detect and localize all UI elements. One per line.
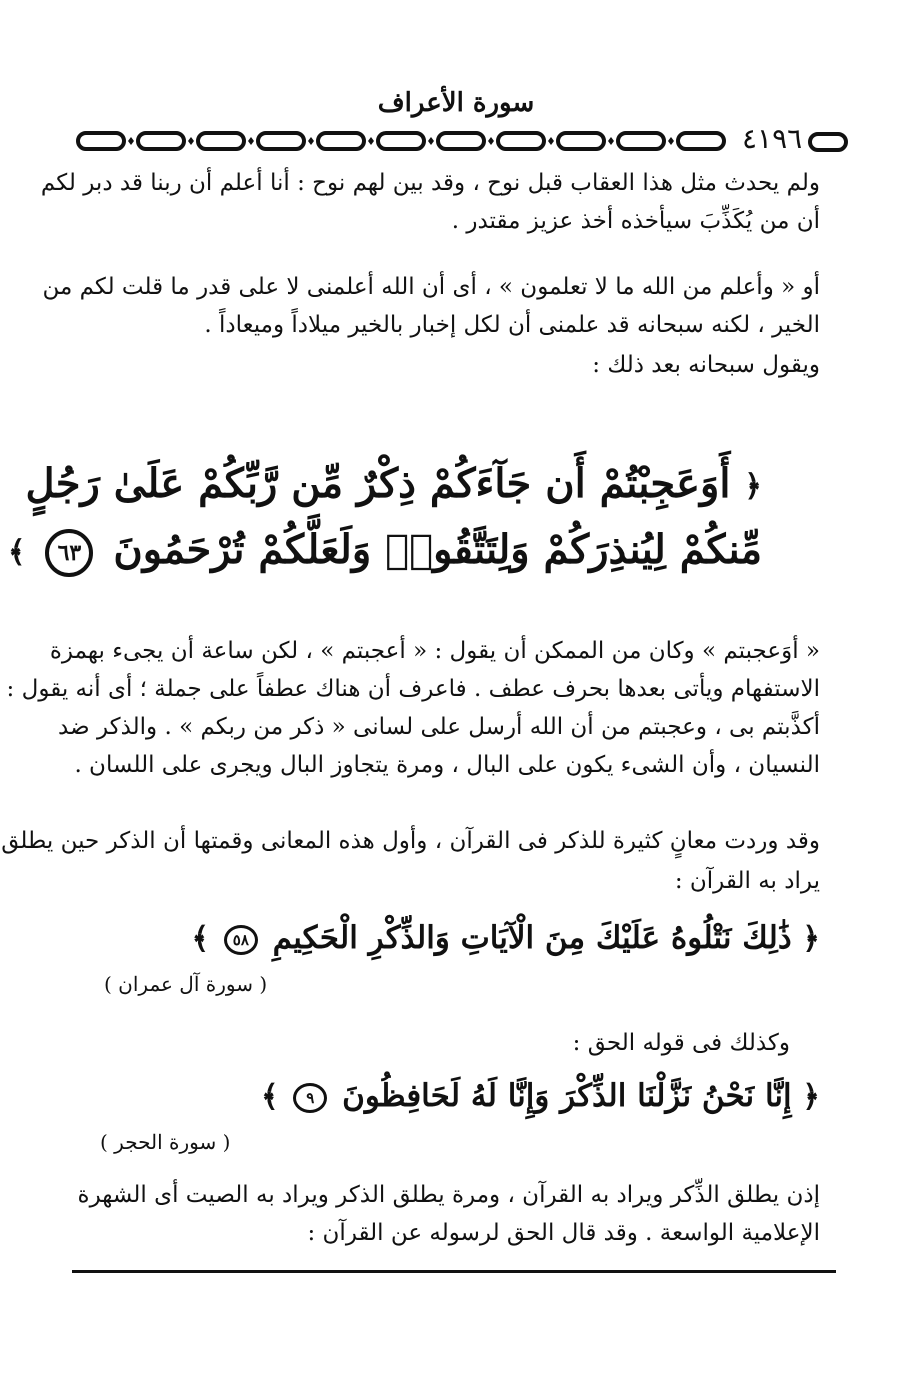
verse-text: ذَٰلِكَ نَتْلُوهُ عَلَيْكَ مِنَ الْآيَاتِ وَالذِّكْرِ الْحَكِيمِ bbox=[272, 920, 792, 956]
page-number: ٤١٩٦ bbox=[742, 122, 803, 155]
paragraph-line: ولم يحدث مثل هذا العقاب قبل نوح ، وقد بين لهم نوح : أنا أعلم أن ربنا قد دبر لكم bbox=[40, 170, 820, 196]
verse-source-citation: ( سورة آل عمران ) bbox=[104, 972, 268, 996]
paragraph-line: وكذلك فى قوله الحق : bbox=[572, 1030, 790, 1056]
ayah-number-marker: ٩ bbox=[293, 1083, 327, 1113]
paragraph-line: « أوَعجبتم » وكان من الممكن أن يقول : « أعجبتم » ، لكن ساعة أن يجىء بهمزة bbox=[49, 638, 820, 664]
verse-bracket-open: ﴿ bbox=[744, 469, 762, 504]
quran-verse-line bbox=[261, 1076, 820, 1118]
verse-text: أَوَعَجِبْتُمْ أَن جَآءَكُمْ ذِكْرٌ مِّن رَّبِّكُمْ عَلَىٰ رَجُلٍ bbox=[25, 460, 731, 507]
verse-bracket-close: ﴾ bbox=[191, 921, 210, 957]
footer-divider bbox=[72, 1270, 836, 1273]
ayah-number-marker: ٥٨ bbox=[224, 925, 258, 955]
paragraph-line: أن من يُكَذِّبَ سيأخذه أخذ عزيز مقتدر . bbox=[451, 208, 820, 234]
paragraph-line: إذن يطلق الذِّكر ويراد به القرآن ، ومرة يطلق الذكر ويراد به الصيت أى الشهرة bbox=[77, 1182, 820, 1208]
ornament-end-cap bbox=[808, 132, 848, 152]
paragraph-line: الإعلامية الواسعة . وقد قال الحق لرسوله عن القرآن : bbox=[307, 1220, 820, 1246]
verse-source-citation: ( سورة الحجر ) bbox=[100, 1130, 231, 1154]
paragraph-line: ويقول سبحانه بعد ذلك : bbox=[592, 352, 820, 378]
chain-ornament-border bbox=[76, 128, 736, 154]
paragraph-line: يراد به القرآن : bbox=[674, 868, 820, 894]
quran-verse-line bbox=[191, 918, 820, 960]
paragraph-line: أو « وأعلم من الله ما لا تعلمون » ، أى أن الله أعلمنى لا على قدر ما قلت لكم من bbox=[42, 274, 820, 300]
verse-bracket-open: ﴿ bbox=[802, 921, 820, 957]
verse-text: مِّنكُمْ لِيُنذِرَكُمْ وَلِتَتَّقُوا۟ وَلَعَلَّكُمْ تُرْحَمُونَ bbox=[113, 526, 762, 573]
paragraph-line: الخير ، لكنه سبحانه قد علمنى أن لكل إخبار بالخير ميلاداً وميعاداً . bbox=[204, 312, 820, 338]
verse-text: إِنَّا نَحْنُ نَزَّلْنَا الذِّكْرَ وَإِنَّا لَهُ لَحَافِظُونَ bbox=[342, 1078, 792, 1114]
paragraph-line: أكذَّبتم بى ، وعجبتم من أن الله أرسل على لسانى « ذكر من ربكم » . والذكر ضد bbox=[58, 714, 820, 740]
surah-title: سورة الأعراف bbox=[377, 88, 535, 118]
verse-bracket-close: ﴾ bbox=[7, 535, 26, 570]
paragraph-line: الاستفهام ويأتى بعدها بحرف عطف . فاعرف أن هناك عطفاً على جملة ؛ أى أنه يقول : bbox=[6, 676, 820, 702]
paragraph-line: وقد وردت معانٍ كثيرة للذكر فى القرآن ، وأول هذه المعانى وقمتها أن الذكر حين يطلق bbox=[1, 828, 820, 854]
ayah-number-marker: ٦٣ bbox=[45, 529, 93, 577]
quran-verse-line bbox=[8, 526, 762, 577]
paragraph-line: النسيان ، وأن الشىء يكون على البال ، ومرة يتجاوز البال ويجرى على اللسان . bbox=[74, 752, 820, 778]
quran-verse-line bbox=[26, 460, 763, 511]
verse-bracket-close: ﴾ bbox=[260, 1079, 279, 1115]
verse-bracket-open: ﴿ bbox=[802, 1079, 820, 1115]
